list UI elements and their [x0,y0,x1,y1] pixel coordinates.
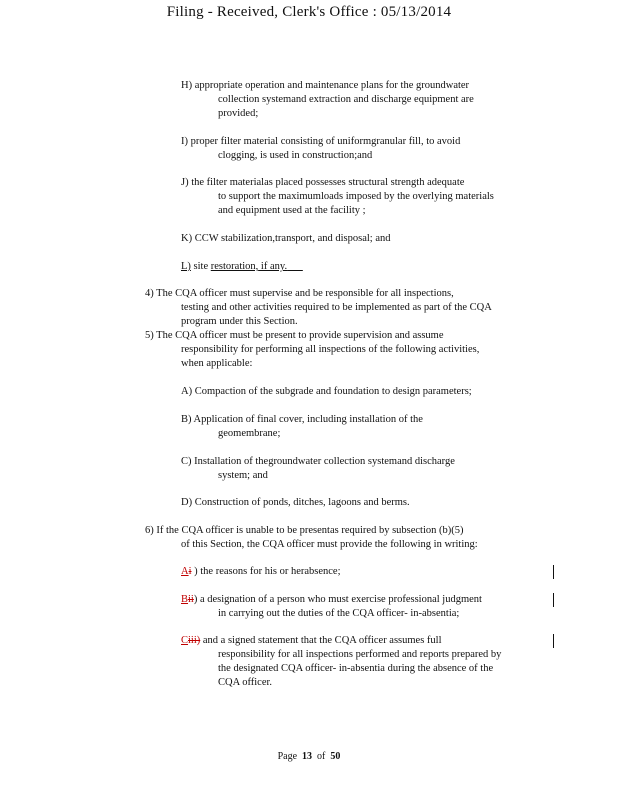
item-6b-line-1 [181,594,482,607]
item-6b-text: ) a designation of a person who must exercise professional judgment [193,594,482,605]
item-6a-text: ) the reasons for his or herabsence; [191,566,341,577]
item-i-line-1: I) proper filter material consisting of uniformgranular fill, to avoid [181,136,461,147]
item-l-underlined: restoration, [210,261,259,272]
para-6-line-2: of this Section, the CQA officer must provide the following in writing: [181,539,478,550]
para-4-line-1: 4) The CQA officer must supervise and be responsible for all inspections, [145,288,454,299]
page-prefix: Page [277,751,298,762]
page-total: 50 [330,751,341,762]
item-l-text-before: site [190,261,211,272]
item-6c-line-1 [181,635,442,648]
item-i-line-2: clogging, is used in construction;and [218,150,373,161]
item-6c-line-4: CQA officer. [218,677,273,688]
item-6c-line-2: responsibility for all inspections performed and reports prepared by [218,649,502,660]
item-h-line-1: H) appropriate operation and maintenance plans for the groundwater [181,80,470,91]
page-number: 13 [302,751,313,762]
change-bar [553,565,554,579]
item-l-text-after: if any. [258,261,288,272]
item-j-line-3: and equipment used at the facility ; [218,205,366,216]
item-h-line-3: provided; [218,108,259,119]
item-d-line-1: D) Construction of ponds, ditches, lagoons and berms. [181,497,410,508]
page-of: of [317,751,326,762]
item-l [181,261,303,274]
item-6a [181,566,341,579]
page-footer [0,751,618,762]
item-6a-label-new: A [181,566,189,577]
para-5-line-2: responsibility for performing all inspections of the following activities, [181,344,480,355]
para-6-line-1: 6) If the CQA officer is unable to be presentas required by subsection (b)(5) [145,525,464,536]
filing-header: Filing - Received, Clerk's Office : 05/13/2014 [166,4,452,20]
item-l-label: L) [181,261,191,272]
item-j-line-2: to support the maximumloads imposed by the overlying materials [218,191,494,202]
item-6b-label-new: B [181,594,189,605]
item-6c-label-new: C [181,635,189,646]
item-h-line-2: collection systemand extraction and discharge equipment are [218,94,474,105]
item-j-line-1: J) the filter materialas placed possesses structural strength adequate [181,177,465,188]
item-6a-label-old: i [188,566,192,577]
item-a-line-1: A) Compaction of the subgrade and foundation to design parameters; [181,386,472,397]
item-c-line-2: system; and [218,470,268,481]
item-6c-line-3: the designated CQA officer- in-absentia during the absence of the [218,663,494,674]
item-b-line-2: geomembrane; [218,428,281,439]
item-6c-text: and a signed statement that the CQA officer assumes full [200,635,442,646]
item-6b-label-old: ii [188,594,194,605]
para-5-line-1: 5) The CQA officer must be present to provide supervision and assume [145,330,444,341]
item-6b-line-2: in carrying out the duties of the CQA officer- in-absentia; [218,608,460,619]
item-k-line-1: K) CCW stabilization,transport, and disposal; and [181,233,391,244]
para-4-line-2: testing and other activities required to be implemented as part of the CQA [181,302,492,313]
para-4-line-3: program under this Section. [181,316,298,327]
change-bar [553,593,554,607]
item-6c-label-old: iii) [188,635,201,646]
item-b-line-1: B) Application of final cover, including installation of the [181,414,423,425]
change-bar [553,634,554,648]
item-c-line-1: C) Installation of thegroundwater collection systemand discharge [181,456,455,467]
para-5-line-3: when applicable: [181,358,253,369]
